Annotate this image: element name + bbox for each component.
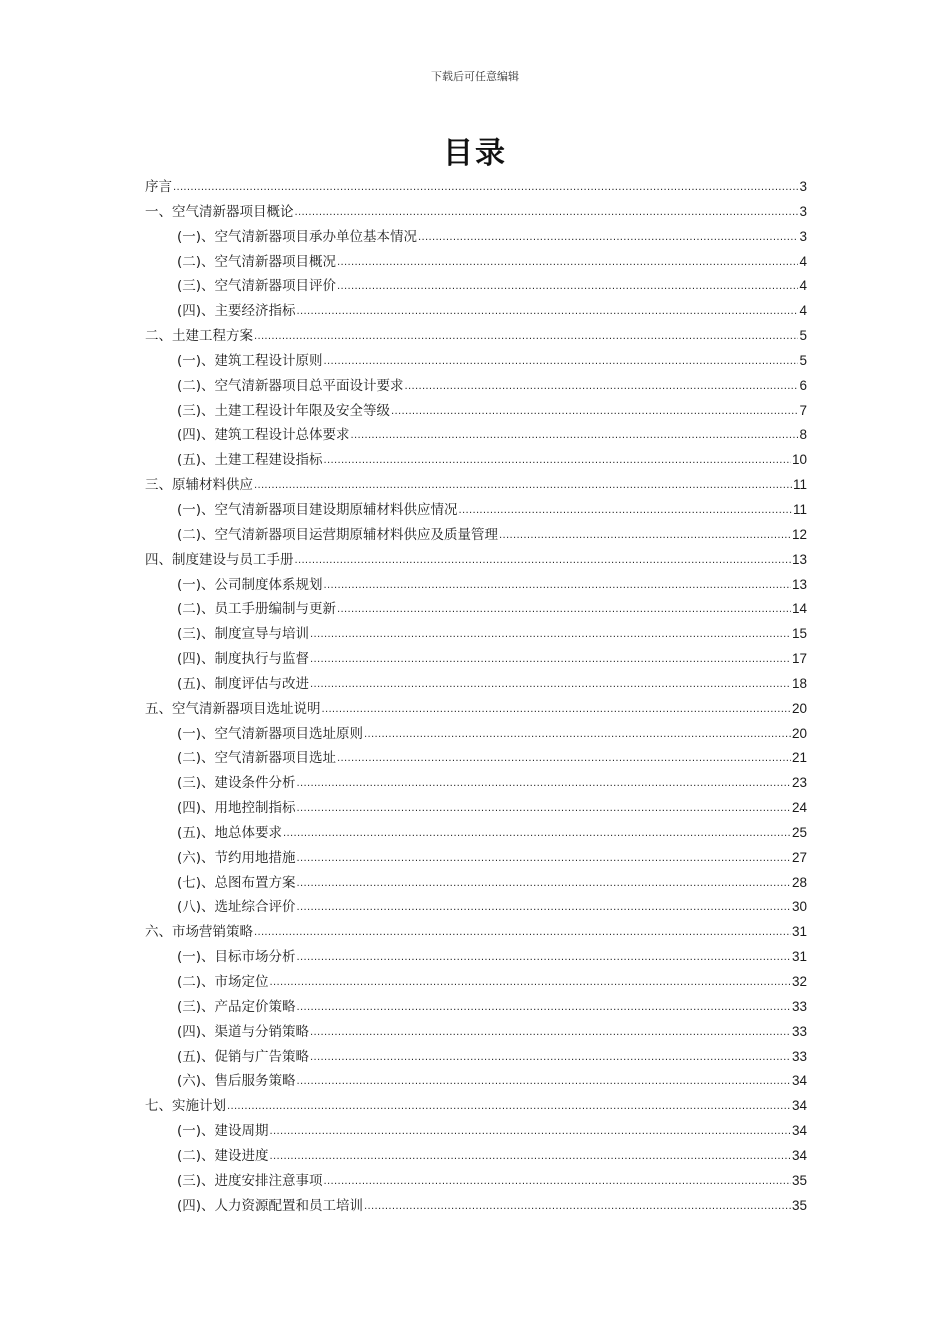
toc-entry-page-number: 30 <box>791 899 807 915</box>
dot-leader <box>227 1095 791 1120</box>
toc-entry-page-number: 33 <box>791 998 807 1014</box>
toc-entry[interactable] <box>145 1045 807 1070</box>
toc-entry[interactable] <box>145 250 807 275</box>
dot-leader <box>337 598 791 623</box>
toc-entry-label: 一、空气清新器项目概论 <box>145 203 294 220</box>
toc-entry-page-number: 5 <box>799 328 807 344</box>
toc-entry-label: (四)、渠道与分销策略 <box>177 1023 310 1040</box>
dot-leader <box>173 176 798 201</box>
toc-entry-label: (五)、地总体要求 <box>177 824 283 841</box>
toc-entry-page-number: 33 <box>791 1023 807 1039</box>
toc-entry-label: (三)、进度安排注意事项 <box>177 1172 323 1189</box>
toc-entry-page-number: 7 <box>799 402 807 418</box>
dot-leader <box>297 996 791 1021</box>
dot-leader <box>418 226 798 251</box>
toc-entry[interactable] <box>145 920 807 945</box>
toc-entry[interactable] <box>145 423 807 448</box>
toc-entry-label: 六、市场营销策略 <box>145 924 253 941</box>
header-note: 下载后可任意编辑 <box>431 70 519 83</box>
toc-entry-page-number: 18 <box>791 675 807 691</box>
toc-entry-label: (二)、空气清新器项目运营期原辅材料供应及质量管理 <box>177 526 499 543</box>
toc-entry-label: 五、空气清新器项目选址说明 <box>145 700 321 717</box>
toc-entry[interactable] <box>145 796 807 821</box>
toc-entry-label: 四、制度建设与员工手册 <box>145 551 294 568</box>
toc-entry-page-number: 34 <box>791 1123 807 1139</box>
toc-entry-label: (一)、空气清新器项目承办单位基本情况 <box>177 228 418 245</box>
toc-entry-page-number: 4 <box>799 303 807 319</box>
toc-entry-label: (一)、建设周期 <box>177 1123 269 1140</box>
toc-entry-page-number: 21 <box>791 750 807 766</box>
toc-entry-page-number: 25 <box>791 824 807 840</box>
toc-entry-label: (四)、制度执行与监督 <box>177 651 310 668</box>
toc-title: 目录 <box>443 136 507 171</box>
dot-leader <box>405 375 799 400</box>
toc-entry[interactable] <box>145 1069 807 1094</box>
toc-entry-label: (六)、节约用地措施 <box>177 849 296 866</box>
toc-entry-label: (一)、空气清新器项目选址原则 <box>177 725 364 742</box>
toc-entry-label: (二)、员工手册编制与更新 <box>177 601 337 618</box>
toc-entry-page-number: 34 <box>791 1098 807 1114</box>
toc-entry-label: (八)、选址综合评价 <box>177 899 296 916</box>
toc-entry-label: (二)、空气清新器项目概况 <box>177 253 337 270</box>
toc-entry[interactable] <box>145 473 807 498</box>
toc-entry-page-number: 23 <box>791 775 807 791</box>
toc-entry-label: (三)、土建工程设计年限及安全等级 <box>177 402 391 419</box>
toc-entry-page-number: 20 <box>791 700 807 716</box>
toc-entry-page-number: 27 <box>791 849 807 865</box>
toc-entry[interactable] <box>145 548 807 573</box>
toc-entry-page-number: 32 <box>791 974 807 989</box>
toc-entry-label: (一)、空气清新器项目建设期原辅材料供应情况 <box>177 501 458 518</box>
toc-entry[interactable] <box>145 573 807 598</box>
toc-entry-page-number: 28 <box>791 874 807 890</box>
toc-entry-label: (三)、产品定价策略 <box>177 998 296 1015</box>
toc-entry-label: (五)、促销与广告策略 <box>177 1048 310 1065</box>
toc-entry[interactable] <box>145 299 807 324</box>
toc-entry[interactable] <box>145 1194 807 1219</box>
toc-entry-page-number: 3 <box>799 203 807 219</box>
dot-leader <box>324 574 791 599</box>
toc-entry-label: (五)、制度评估与改进 <box>177 675 310 692</box>
toc-entry[interactable] <box>145 1169 807 1194</box>
toc-entry[interactable] <box>145 200 807 225</box>
toc-entry[interactable] <box>145 672 807 697</box>
toc-entry-label: (四)、人力资源配置和员工培训 <box>177 1197 364 1214</box>
dot-leader <box>364 723 791 748</box>
dot-leader <box>297 1070 791 1095</box>
dot-leader <box>297 896 791 921</box>
dot-leader <box>322 698 791 723</box>
toc-entry-page-number: 20 <box>791 725 807 741</box>
toc-entry-page-number: 3 <box>799 228 807 244</box>
table-of-contents <box>145 175 807 1218</box>
toc-entry-label: (四)、主要经济指标 <box>177 303 296 320</box>
toc-entry-label: (五)、土建工程建设指标 <box>177 452 323 469</box>
toc-entry-label: (三)、制度宣导与培训 <box>177 626 310 643</box>
dot-leader <box>297 772 791 797</box>
toc-entry-page-number: 35 <box>791 1172 807 1188</box>
dot-leader <box>297 872 791 897</box>
toc-entry-label: 序言 <box>145 179 172 195</box>
toc-entry-label: 二、土建工程方案 <box>145 328 253 345</box>
toc-entry-page-number: 13 <box>791 576 807 592</box>
toc-entry[interactable] <box>145 895 807 920</box>
dot-leader <box>324 350 799 375</box>
dot-leader <box>324 1170 791 1195</box>
toc-entry[interactable] <box>145 945 807 970</box>
toc-entry[interactable] <box>145 1144 807 1169</box>
toc-entry-label: (二)、建设进度 <box>177 1147 269 1164</box>
toc-entry[interactable] <box>145 498 807 523</box>
toc-entry-page-number: 12 <box>791 526 807 542</box>
dot-leader <box>310 673 791 698</box>
dot-leader <box>270 971 791 996</box>
toc-entry[interactable] <box>145 746 807 771</box>
dot-leader <box>459 499 792 524</box>
toc-entry[interactable] <box>145 274 807 299</box>
toc-entry[interactable] <box>145 349 807 374</box>
toc-entry[interactable] <box>145 448 807 473</box>
toc-entry-label: (六)、售后服务策略 <box>177 1073 296 1090</box>
dot-leader <box>337 275 798 300</box>
dot-leader <box>310 1021 791 1046</box>
toc-entry-label: (四)、用地控制指标 <box>177 800 296 817</box>
toc-entry-page-number: 13 <box>791 551 807 567</box>
dot-leader <box>283 822 791 847</box>
dot-leader <box>297 300 799 325</box>
toc-entry-page-number: 4 <box>799 253 807 269</box>
toc-entry-page-number: 35 <box>791 1197 807 1213</box>
toc-entry[interactable] <box>145 1020 807 1045</box>
toc-entry-page-number: 34 <box>791 1073 807 1089</box>
toc-entry-label: (一)、目标市场分析 <box>177 949 296 966</box>
toc-entry-page-number: 6 <box>799 377 807 393</box>
toc-entry-label: 七、实施计划 <box>145 1098 226 1115</box>
toc-entry[interactable] <box>145 970 807 995</box>
dot-leader <box>254 921 791 946</box>
toc-entry-label: (三)、建设条件分析 <box>177 775 296 792</box>
dot-leader <box>310 1046 791 1071</box>
toc-entry-page-number: 10 <box>791 452 807 468</box>
toc-entry-page-number: 15 <box>791 626 807 642</box>
toc-entry[interactable] <box>145 374 807 399</box>
dot-leader <box>270 1120 791 1145</box>
dot-leader <box>297 946 791 971</box>
dot-leader <box>337 747 791 772</box>
dot-leader <box>351 424 799 449</box>
toc-entry-page-number: 11 <box>792 501 807 517</box>
toc-entry[interactable] <box>145 225 807 250</box>
toc-entry[interactable] <box>145 1119 807 1144</box>
toc-entry[interactable] <box>145 647 807 672</box>
toc-entry-page-number: 4 <box>799 278 807 294</box>
toc-entry-page-number: 14 <box>791 601 807 617</box>
toc-entry-page-number: 8 <box>799 427 807 443</box>
dot-leader <box>310 623 791 648</box>
toc-entry-label: (二)、空气清新器项目选址 <box>177 750 337 767</box>
dot-leader <box>254 474 792 499</box>
dot-leader <box>310 648 791 673</box>
dot-leader <box>270 1145 791 1170</box>
toc-entry-label: 三、原辅材料供应 <box>145 477 253 494</box>
dot-leader <box>391 400 798 425</box>
dot-leader <box>295 549 791 574</box>
dot-leader <box>364 1195 791 1220</box>
toc-entry-label: (二)、市场定位 <box>177 974 269 990</box>
toc-entry-page-number: 3 <box>799 179 807 194</box>
toc-entry-page-number: 31 <box>791 949 807 965</box>
toc-entry[interactable] <box>145 995 807 1020</box>
dot-leader <box>337 251 798 276</box>
toc-entry-page-number: 33 <box>791 1048 807 1064</box>
toc-entry[interactable] <box>145 697 807 722</box>
dot-leader <box>324 449 791 474</box>
toc-entry[interactable] <box>145 846 807 871</box>
toc-entry[interactable] <box>145 175 807 200</box>
toc-entry-label: (三)、空气清新器项目评价 <box>177 278 337 295</box>
toc-entry[interactable] <box>145 821 807 846</box>
dot-leader <box>297 797 791 822</box>
toc-entry-page-number: 11 <box>792 477 807 493</box>
toc-entry[interactable] <box>145 722 807 747</box>
dot-leader <box>254 325 798 350</box>
dot-leader <box>499 524 791 549</box>
toc-entry[interactable] <box>145 597 807 622</box>
toc-entry-page-number: 34 <box>791 1147 807 1163</box>
toc-entry[interactable] <box>145 523 807 548</box>
toc-entry-label: (二)、空气清新器项目总平面设计要求 <box>177 377 404 394</box>
toc-entry-label: (四)、建筑工程设计总体要求 <box>177 427 350 444</box>
toc-entry[interactable] <box>145 871 807 896</box>
toc-entry-page-number: 17 <box>791 651 807 667</box>
toc-entry[interactable] <box>145 622 807 647</box>
toc-entry-label: (七)、总图布置方案 <box>177 874 296 891</box>
dot-leader <box>295 201 799 226</box>
toc-entry[interactable] <box>145 1094 807 1119</box>
toc-entry-page-number: 24 <box>791 800 807 816</box>
toc-entry-label: (一)、公司制度体系规划 <box>177 576 323 593</box>
toc-entry-label: (一)、建筑工程设计原则 <box>177 352 323 369</box>
toc-entry[interactable] <box>145 399 807 424</box>
toc-entry[interactable] <box>145 324 807 349</box>
toc-entry[interactable] <box>145 771 807 796</box>
toc-entry-page-number: 5 <box>799 352 807 368</box>
dot-leader <box>297 847 791 872</box>
toc-entry-page-number: 31 <box>791 924 807 940</box>
